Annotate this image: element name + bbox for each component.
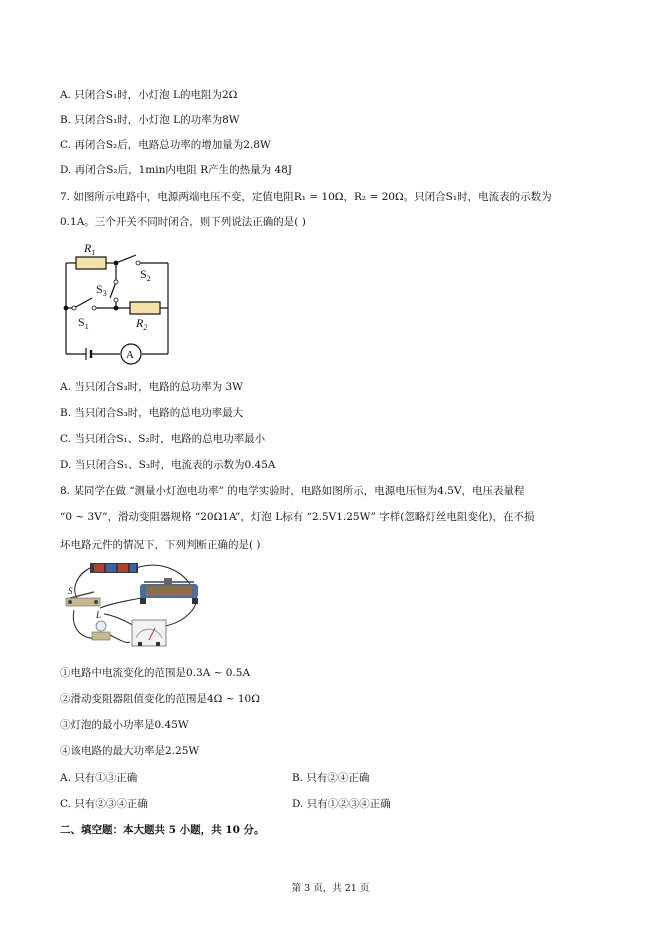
q7-circuit-diagram (58, 238, 178, 366)
switch-label: S (68, 586, 73, 596)
q7-stem-line1: 7. 如图所示电路中，电源两端电压不变，定值电阻R₁ = 10Ω，R₂ = 20Ω。只闭合S₁时，电流表的示数为 (60, 191, 552, 203)
q8-circuit-photo (60, 560, 208, 652)
lamp-label: L (96, 610, 102, 620)
q7-option-d: D. 当只闭合S₁、S₃时，电流表的示数为0.45A (60, 459, 276, 471)
s2-label: $S_2$ (140, 267, 151, 283)
q8-statement-4: ④该电路的最大功率是2.25W (60, 745, 200, 757)
s1-label: $S_1$ (78, 315, 89, 331)
q8-option-d: D. 只有①②③④正确 (292, 798, 391, 810)
q8-statement-2: ②滑动变阻器阻值变化的范围是4Ω ~ 10Ω (60, 693, 260, 705)
q7-stem-line2: 0.1A。三个开关不同时闭合，则下列说法正确的是( ) (60, 216, 306, 228)
q7-option-c: C. 当只闭合S₁、S₂时，电路的总电功率最小 (60, 433, 266, 445)
page-footer: 第 3 页，共 21 页 (291, 883, 370, 894)
q6-option-c: C. 再闭合S₂后，电路总功率的增加量为2.8W (60, 139, 271, 151)
r1-label: $R_1$ (84, 241, 96, 257)
q8-stem-line2: “0 ~ 3V”，滑动变阻器规格 “20Ω1A”，灯泡 L标有 “2.5V1.25W” 字样(忽略灯丝电阻变化)，在不损 (60, 511, 535, 523)
section-2-heading: 二、填空题：本大题共 5 小题，共 10 分。 (60, 824, 265, 836)
q8-statement-3: ③灯泡的最小功率是0.45W (60, 719, 189, 731)
q6-option-d: D. 再闭合S₂后，1min内电阻 R产生的热量为 48J (60, 164, 293, 176)
q8-option-b: B. 只有②④正确 (292, 772, 370, 784)
s3-label: $S_3$ (96, 282, 107, 298)
q7-option-b: B. 当只闭合S₃时，电路的总电功率最大 (60, 407, 244, 419)
q8-statement-1: ①电路中电流变化的范围是0.3A ~ 0.5A (60, 667, 251, 679)
q8-stem-line3: 坏电路元件的情况下，下列判断正确的是( ) (60, 539, 261, 551)
q6-option-a: A. 只闭合S₁时，小灯泡 L的电阻为2Ω (60, 89, 238, 101)
q8-stem-line1: 8. 某同学在做 “测量小灯泡电功率” 的电学实验时，电路如图所示，电源电压恒为4.5V，电压表量程 (60, 485, 525, 497)
r2-label: $R_2$ (136, 316, 148, 332)
q6-option-b: B. 只闭合S₁时，小灯泡 L的功率为8W (60, 114, 240, 126)
q7-option-a: A. 当只闭合S₃时，电路的总功率为 3W (60, 381, 243, 393)
ammeter-label: A (126, 349, 134, 361)
q8-option-a: A. 只有①③正确 (60, 772, 138, 784)
q8-option-c: C. 只有②③④正确 (60, 798, 148, 810)
